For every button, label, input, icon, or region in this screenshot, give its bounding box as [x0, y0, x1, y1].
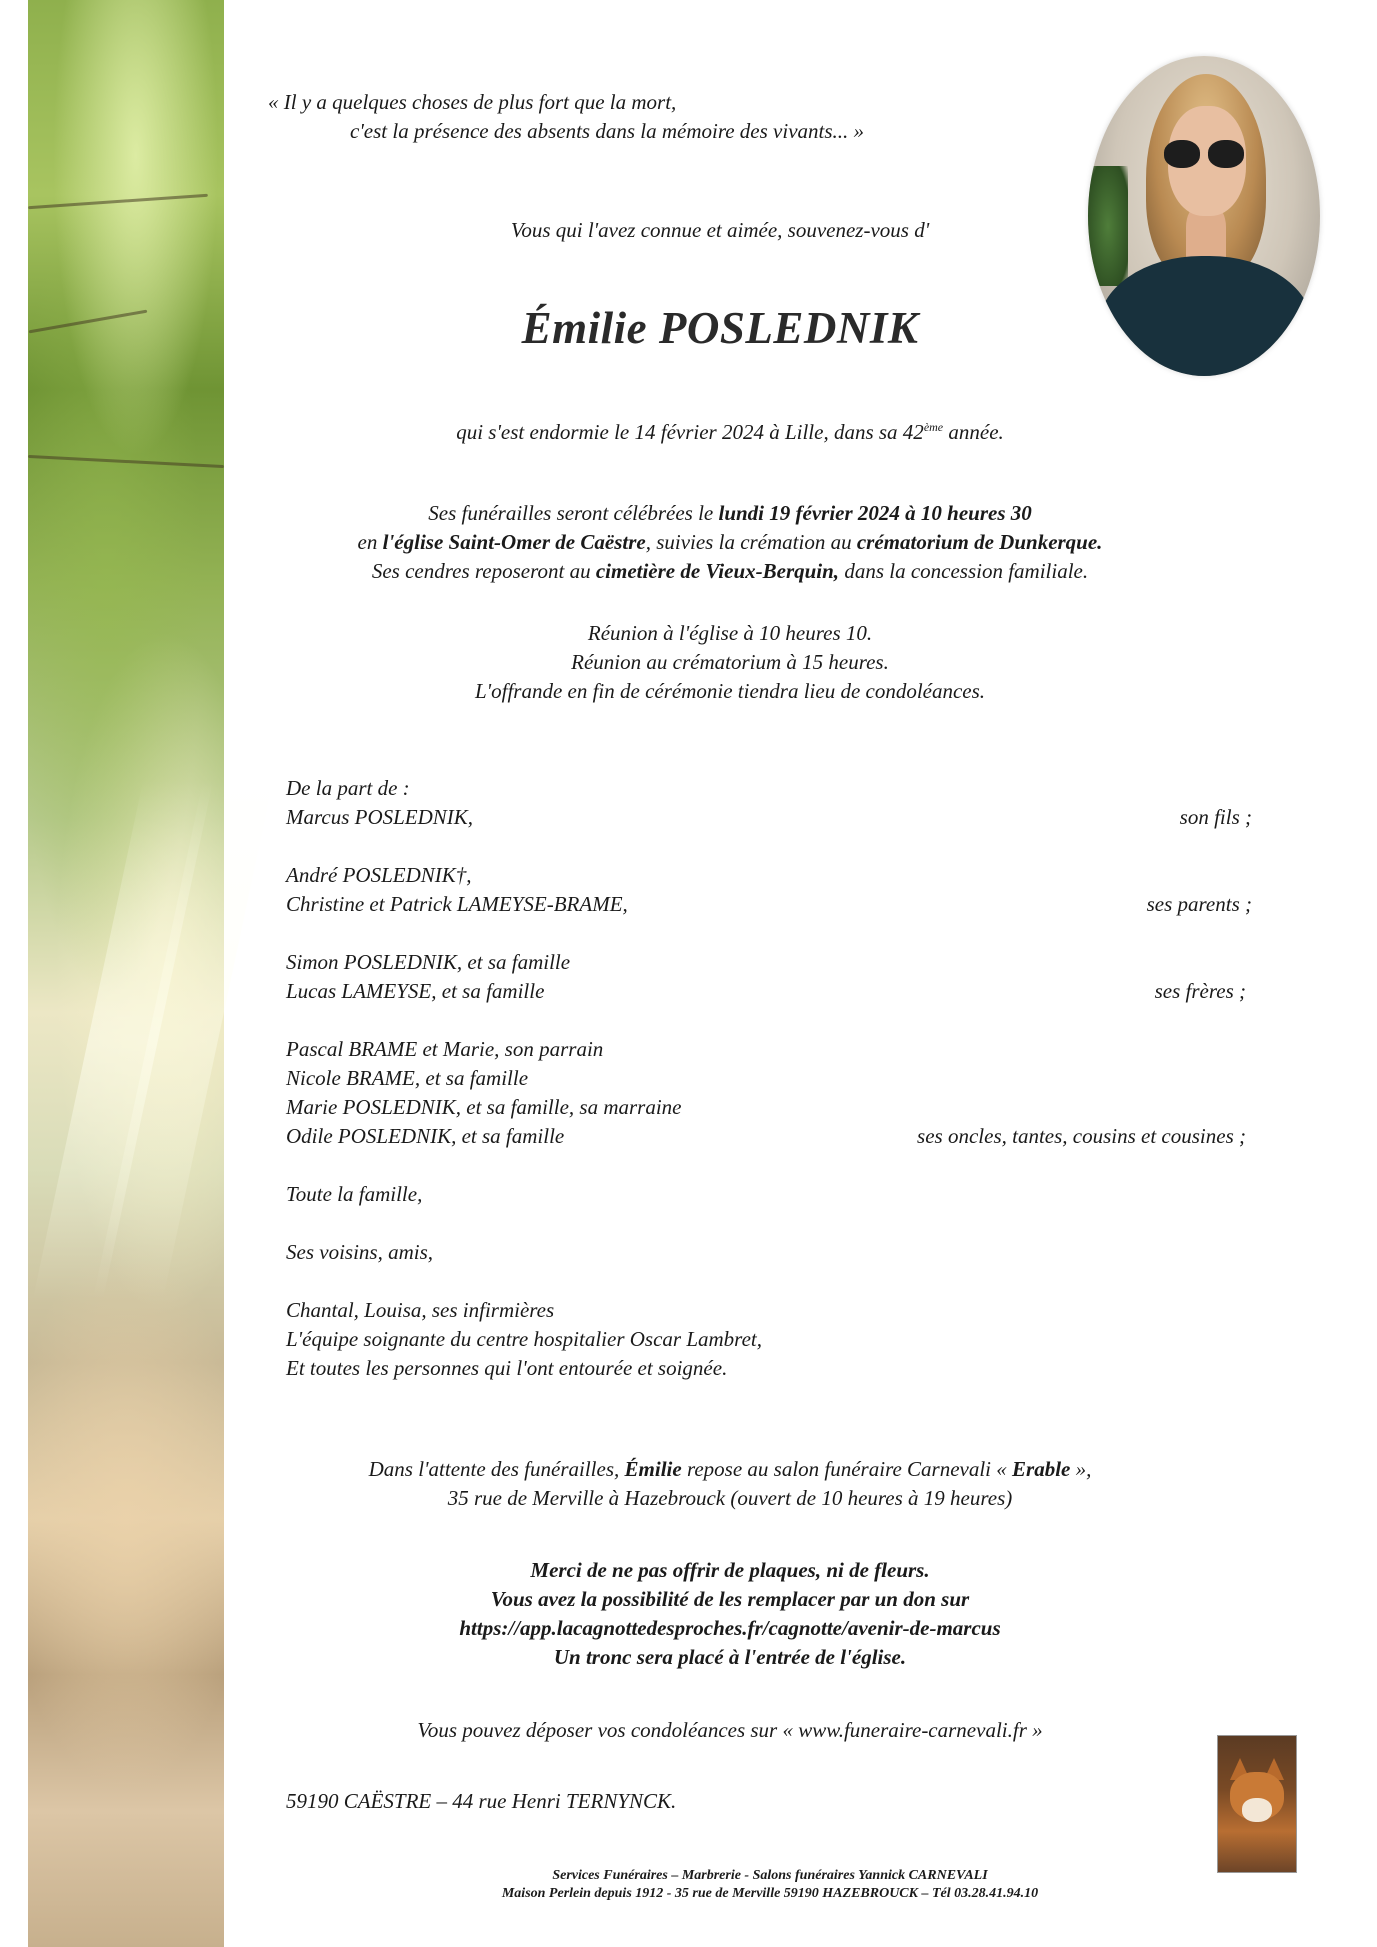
relation-label: ses parents ;: [1146, 892, 1252, 916]
deceased-name: Émilie POSLEDNIK: [521, 303, 919, 353]
condolences-line: Vous pouvez déposer vos condoléances sur « www.funeraire-carnevali.fr »: [417, 1718, 1043, 1742]
dog-photo: [1217, 1735, 1297, 1873]
family-carers: [286, 1296, 1252, 1383]
relation-label: son fils ;: [1179, 805, 1252, 829]
family-parents: [286, 861, 1252, 919]
carer-line: Chantal, Louisa, ses infirmières: [286, 1298, 555, 1322]
family-member: Marcus POSLEDNIK,: [286, 805, 474, 829]
relation-label: ses frères ;: [1154, 979, 1246, 1003]
family-all: Toute la famille,: [286, 1182, 423, 1206]
intro-line: Vous qui l'avez connue et aimée, souvenez-vous d': [510, 218, 930, 242]
request-line: Vous avez la possibilité de les remplacer par un don sur: [490, 1587, 970, 1611]
death-notice: qui s'est endormie le 14 février 2024 à Lille, dans sa 42ème année.: [456, 420, 1004, 444]
salon-line-2: 35 rue de Merville à Hazebrouck (ouvert de 10 heures à 19 heures): [447, 1486, 1013, 1510]
forest-strip-image: [28, 0, 224, 1947]
family-member: Simon POSLEDNIK, et sa famille: [286, 950, 571, 974]
address-line: 59190 CAËSTRE – 44 rue Henri TERNYNCK.: [286, 1789, 677, 1813]
funeral-details: [260, 499, 1200, 586]
funeral-line-1: Ses funérailles seront célébrées le lundi 19 février 2024 à 10 heures 30: [428, 501, 1032, 525]
donation-link[interactable]: https://app.lacagnottedesproches.fr/cagnotte/avenir-de-marcus: [459, 1616, 1001, 1640]
carer-line: L'équipe soignante du centre hospitalier Oscar Lambret,: [286, 1327, 762, 1351]
request-line: Un tronc sera placé à l'entrée de l'église.: [553, 1645, 907, 1669]
reunion-line: Réunion à l'église à 10 heures 10.: [587, 621, 873, 645]
footer-line-1: Services Funéraires – Marbrerie - Salons funéraires Yannick CARNEVALI: [552, 1868, 988, 1883]
family-member: Lucas LAMEYSE, et sa famille: [286, 979, 545, 1003]
donation-request: [260, 1556, 1200, 1672]
family-extended: [286, 1035, 1252, 1151]
family-son: [286, 774, 1252, 832]
relation-label: ses oncles, tantes, cousins et cousines ;: [917, 1124, 1246, 1148]
family-member: Pascal BRAME et Marie, son parrain: [286, 1037, 604, 1061]
quote-line-2: c'est la présence des absents dans la mémoire des vivants... »: [350, 119, 865, 143]
footer-line-2: Maison Perlein depuis 1912 - 35 rue de Merville 59190 HAZEBROUCK – Tél 03.28.41.94.10: [501, 1886, 1039, 1901]
family-member: André POSLEDNIK†,: [286, 863, 472, 887]
reunion-line: L'offrande en fin de cérémonie tiendra lieu de condoléances.: [474, 679, 986, 703]
request-line: Merci de ne pas offrir de plaques, ni de fleurs.: [530, 1558, 930, 1582]
family-intro: De la part de :: [286, 776, 410, 800]
family-member: Marie POSLEDNIK, et sa famille, sa marraine: [286, 1095, 682, 1119]
family-brothers: [286, 948, 1252, 1006]
family-member: Odile POSLEDNIK, et sa famille: [286, 1124, 565, 1148]
salon-info: [260, 1455, 1200, 1513]
salon-line-1: Dans l'attente des funérailles, Émilie repose au salon funéraire Carnevali « Erable »,: [368, 1457, 1092, 1481]
funeral-home-footer: [400, 1867, 1140, 1903]
family-neighbours: Ses voisins, amis,: [286, 1240, 433, 1264]
portrait-photo: [1088, 56, 1320, 376]
carer-line: Et toutes les personnes qui l'ont entourée et soignée.: [286, 1356, 728, 1380]
quote-line-1: « Il y a quelques choses de plus fort que la mort,: [268, 90, 677, 114]
reunion-info: [260, 619, 1200, 706]
family-list: [286, 774, 1252, 1412]
funeral-line-3: Ses cendres reposeront au cimetière de Vieux-Berquin, dans la concession familiale.: [371, 559, 1089, 583]
family-member: Christine et Patrick LAMEYSE-BRAME,: [286, 892, 628, 916]
funeral-line-2: en l'église Saint-Omer de Caëstre, suivies la crémation au crématorium de Dunkerque.: [357, 530, 1103, 554]
family-member: Nicole BRAME, et sa famille: [286, 1066, 529, 1090]
reunion-line: Réunion au crématorium à 15 heures.: [571, 650, 889, 674]
opening-quote: [268, 88, 1028, 146]
